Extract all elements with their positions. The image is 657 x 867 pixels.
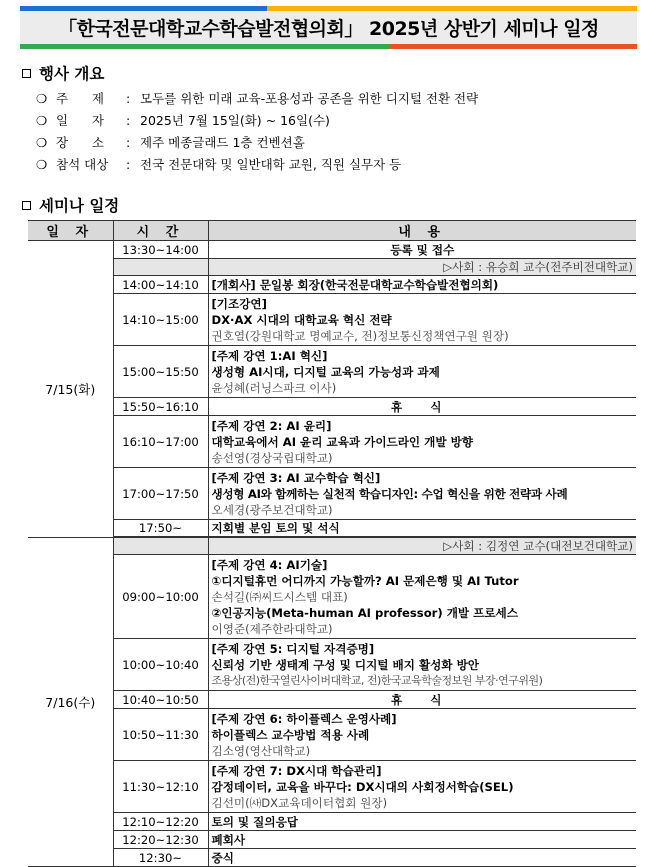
circle-bullet-icon: ❍	[36, 135, 48, 150]
overview-value: 2025년 7월 15일(화) ~ 16일(수)	[140, 113, 330, 128]
overview-label: 참석 대상	[56, 157, 109, 172]
table-row: 10:50~11:30 [주제 강연 6: 하이플렉스 운영사례] 하이플렉스 교수방법 적용 사례 김소영(영산대학교)	[28, 709, 636, 761]
moderator-row	[28, 259, 636, 276]
schedule-table	[28, 220, 636, 867]
table-row: 15:00~15:50 [주제 강연 1:AI 혁신] 생성형 AI시대, 디지털 교육의 가능성과 과제 윤성혜(러닝스파크 이사)	[28, 346, 636, 398]
table-row: 12:10~12:20 토의 및 질의응답	[28, 813, 636, 831]
table-row: 09:00~10:00 [주제 강연 4: AI기술] ①디지털휴먼 어디까지 가능할까? AI 문제은행 및 AI Tutor 손석길(㈜씨드시스템 대표) ②인공지능(Meta-human AI professor) 개발 프로세스 이영준(제주한라대학교)	[28, 555, 636, 639]
table-row: 12:30~ 중식	[28, 849, 636, 867]
overview-heading: 행사 개요	[22, 62, 104, 84]
day1-moderator: ▷사회 : 유승희 교수(전주비전대학교)	[208, 259, 636, 276]
square-bullet-icon	[22, 201, 31, 210]
day1-date: 7/15(화)	[28, 241, 113, 538]
overview-item-date: ❍ 일 자 : 2025년 7월 15일(화) ~ 16일(수)	[36, 110, 478, 132]
circle-bullet-icon: ❍	[36, 157, 48, 172]
schedule-heading: 세미나 일정	[22, 194, 119, 216]
table-row: 10:00~10:40 [주제 강연 5: 디지털 자격증명] 신뢰성 기반 생태계 구성 및 디지털 배지 활성화 방안 조용상(전)한국열린사이버대학교, 전)한국교육학술정보원 부장·연구위원)	[28, 639, 636, 691]
page-title: 「한국전문대학교수학습발전협의회」 2025년 상반기 세미나 일정	[58, 18, 599, 40]
table-row: 17:50~ 지회별 분임 토의 및 석식	[28, 520, 636, 537]
table-row: 11:30~12:10 [주제 강연 7: DX시대 학습관리] 감정데이터, 교육을 바꾸다: DX시대의 사회정서학습(SEL) 김선미(㈔DX교육데이터협회 원장)	[28, 761, 636, 813]
header-date: 일 자	[28, 221, 113, 241]
overview-label: 장 소	[56, 135, 104, 150]
header-content: 내 용	[208, 221, 636, 241]
day2-moderator: ▷사회 : 김정연 교수(대전보건대학교)	[208, 538, 636, 555]
title-banner	[20, 6, 637, 49]
overview-value: 모두를 위한 미래 교육-포용성과 공존을 위한 디지털 전환 전략	[140, 91, 479, 106]
circle-bullet-icon: ❍	[36, 113, 48, 128]
overview-item-place: ❍ 장 소 : 제주 메종글래드 1층 컨벤션홀	[36, 132, 478, 154]
table-header-row	[28, 221, 636, 241]
overview-value: 제주 메종글래드 1층 컨벤션홀	[140, 135, 305, 150]
overview-value: 전국 전문대학 및 일반대학 교원, 직원 실무자 등	[140, 157, 402, 172]
table-row: 7/15(화) 13:30~14:00 등록 및 접수	[28, 241, 636, 259]
table-row: 16:10~17:00 [주제 강연 2: AI 윤리] 대학교육에서 AI 윤리 교육과 가이드라인 개발 방향 송선영(경상국립대학교)	[28, 416, 636, 468]
moderator-row	[28, 538, 636, 555]
title-box	[20, 11, 637, 44]
table-row: 10:40~10:50 휴 식	[28, 691, 636, 709]
title-bottom-color-bar	[20, 44, 637, 49]
overview-item-audience: ❍ 참석 대상 : 전국 전문대학 및 일반대학 교원, 직원 실무자 등	[36, 154, 478, 176]
table-row: 14:10~15:00 [기조강연] DX·AX 시대의 대학교육 혁신 전략 권호열(강원대학교 명예교수, 전)정보통신정책연구원 원장)	[28, 294, 636, 346]
overview-item-theme: ❍ 주 제 : 모두를 위한 미래 교육-포용성과 공존을 위한 디지털 전환 전략	[36, 88, 478, 110]
header-time: 시 간	[113, 221, 208, 241]
table-row: 15:50~16:10 휴 식	[28, 398, 636, 416]
overview-label: 주 제	[56, 91, 104, 106]
table-row: 14:00~14:10 [개회사] 문일봉 회장(한국전문대학교수학습발전협의회)	[28, 276, 636, 294]
table-row: 12:20~12:30 폐회사	[28, 831, 636, 849]
overview-label: 일 자	[56, 113, 104, 128]
day2-date: 7/16(수)	[28, 538, 113, 867]
overview-list	[36, 88, 478, 176]
table-row: 17:00~17:50 [주제 강연 3: AI 교수학습 혁신] 생성형 AI와 함께하는 실천적 학습디자인: 수업 혁신을 위한 전략과 사례 오세경(광주보건대학교)	[28, 468, 636, 520]
square-bullet-icon	[22, 69, 31, 78]
circle-bullet-icon: ❍	[36, 91, 48, 106]
